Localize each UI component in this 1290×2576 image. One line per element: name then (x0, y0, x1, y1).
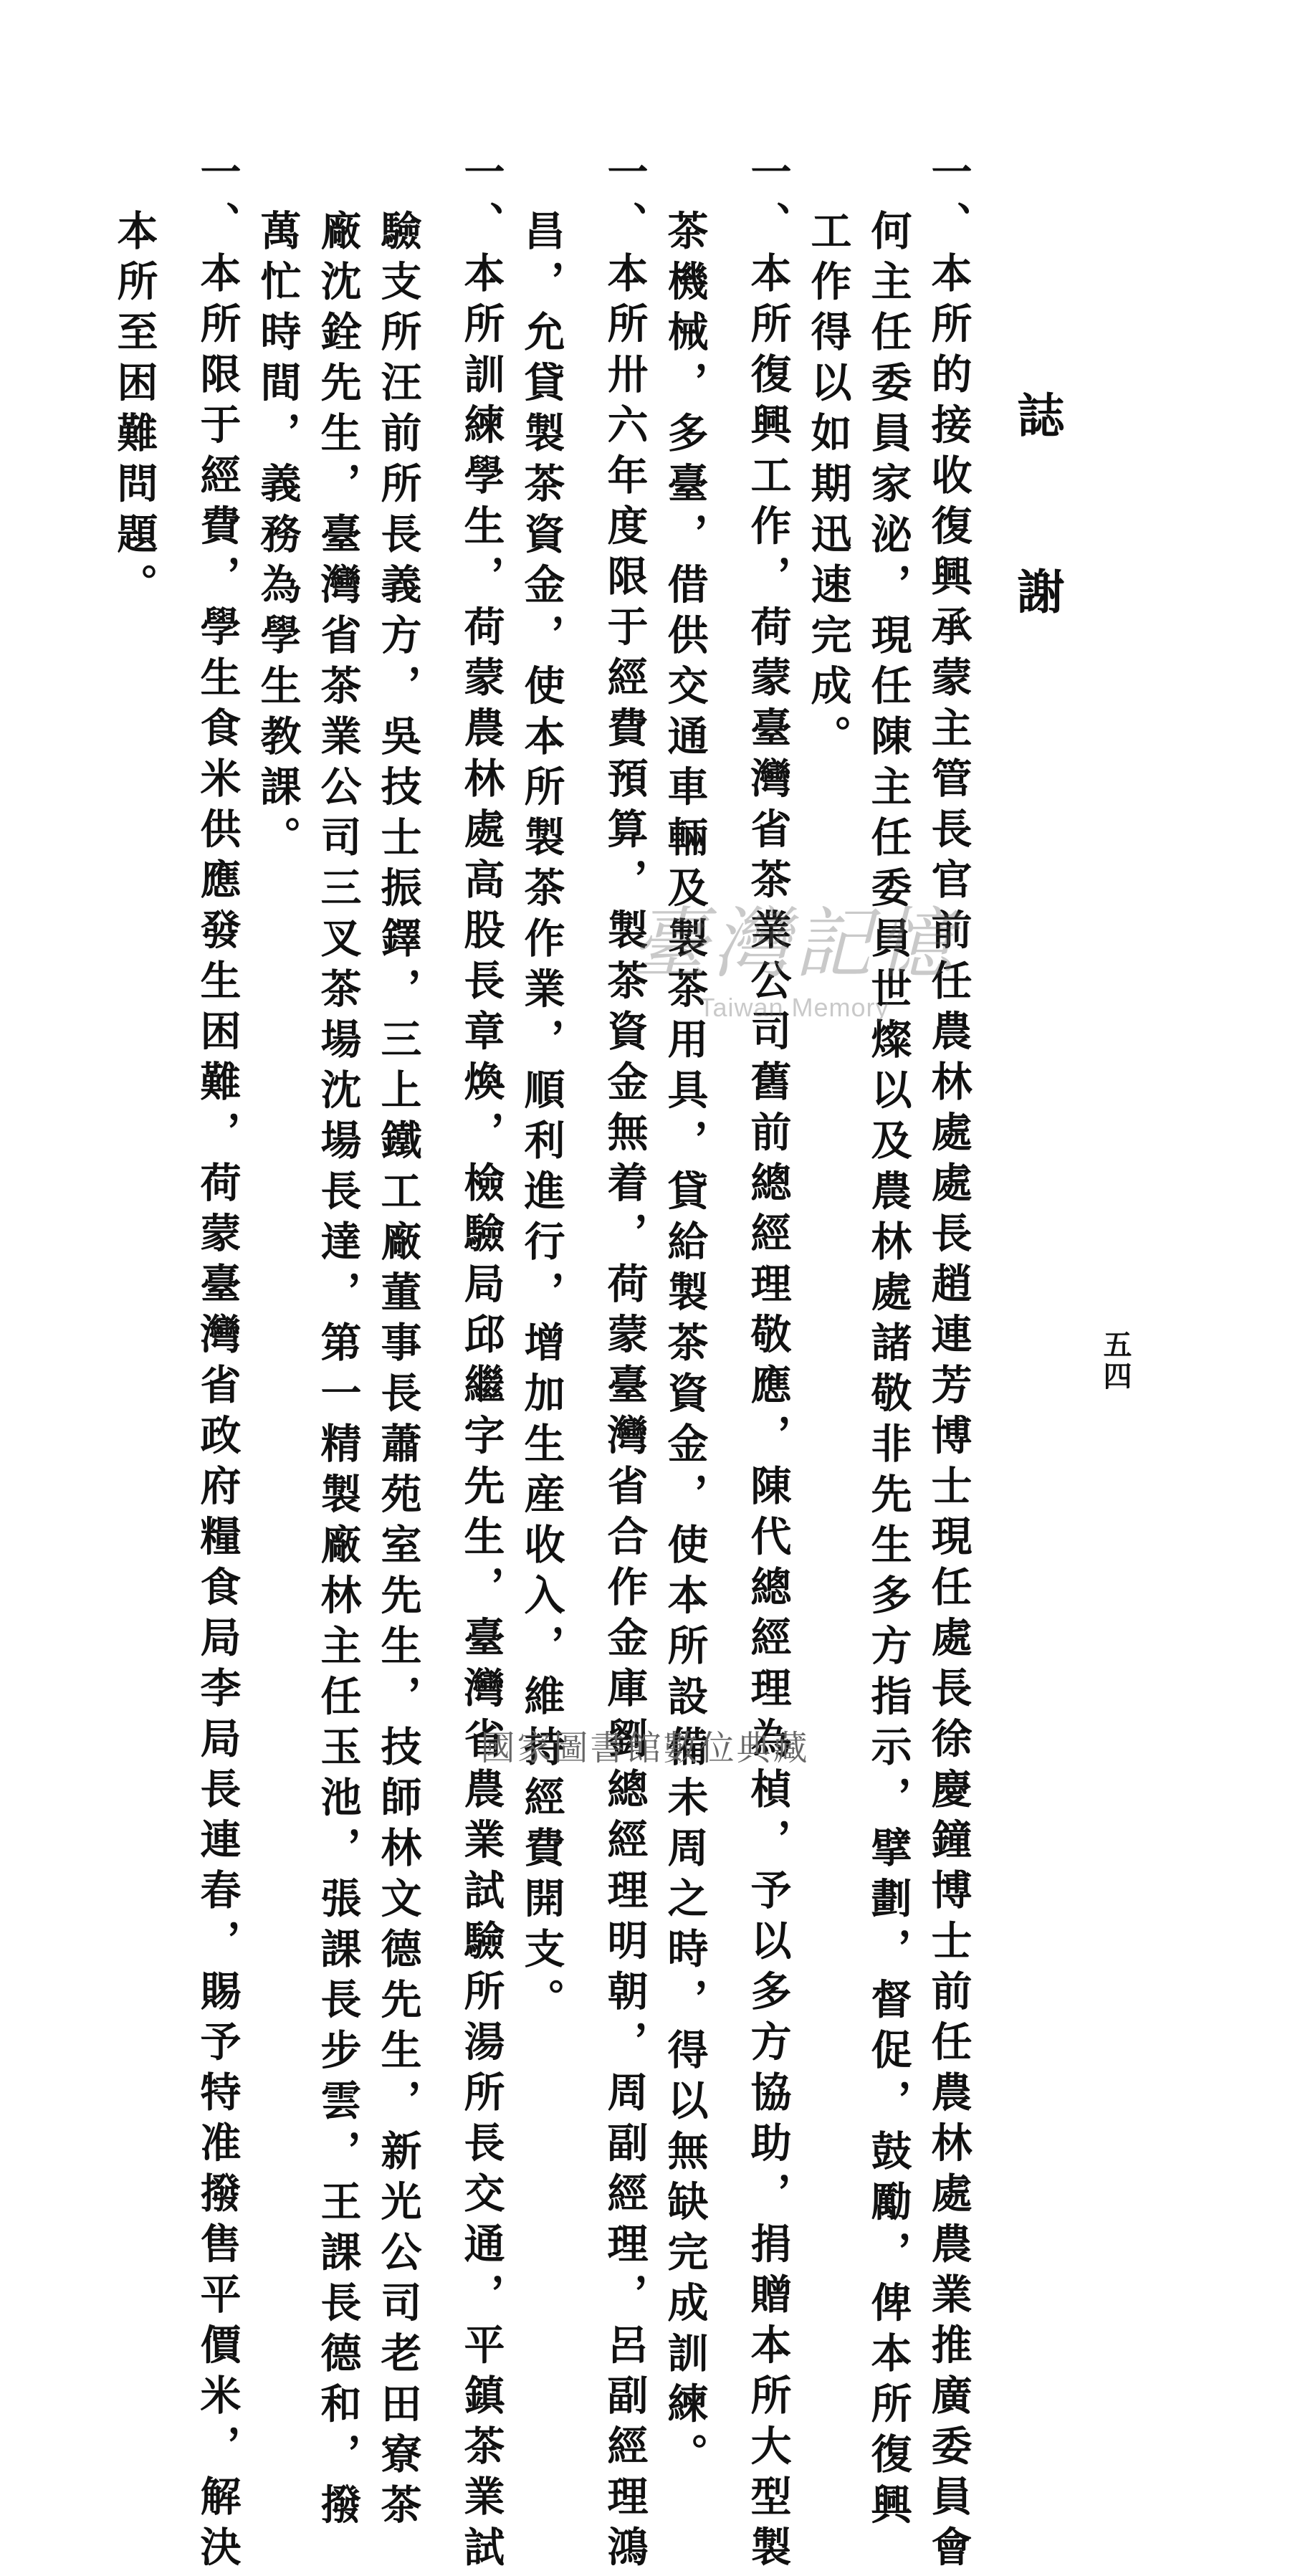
footer-caption: 國家圖書館數位典藏 (480, 1730, 810, 1768)
text-column: 本所至困難問題。 (110, 209, 158, 614)
text-column: 一、本所限于經費，學生食米供應發生困難，荷蒙臺灣省政府糧食局李局長連春，賜予特准撥售平價米，解決 (194, 151, 242, 2576)
text-column: 一、本所的接收復興承蒙主管長官前任農林處處長趙連芳博士現任處長徐慶鐘博士前任農林處農業推廣委員會 (924, 151, 973, 2576)
text-column: 一、本所訓練學生，荷蒙農林處高股長章煥，檢驗局邱繼字先生，臺灣省農業試驗所湯所長交通，平鎮茶業試 (457, 151, 505, 2576)
text-column: 昌，允貸製茶資金，使本所製茶作業，順利進行，增加生産收入，維持經費開支。 (517, 209, 565, 2028)
page-number: 五四 (1099, 1330, 1132, 1393)
text-column: 何主任委員家泌，現任陳主任委員世燦以及農林處諸敬非先生多方指示，擘劃，督促，鼓勵，俾本所復興 (864, 209, 912, 2534)
page-title: 誌謝 (1009, 391, 1065, 743)
text-column: 廠沈銓先生，臺灣省茶業公司三叉茶場沈場長達，第一精製廠林主任玉池，張課長步雲，王課長德和，撥 (314, 209, 362, 2534)
text-column: 一、本所卅六年度限于經費預算，製茶資金無着，荷蒙臺灣省合作金庫劉總經理明朝，周副經理，呂副經理鴻 (601, 151, 649, 2576)
text-column: 一、本所復興工作，荷蒙臺灣省茶業公司舊前總經理敬應，陳代總經理為楨，予以多方協助，捐贈本所大型製 (744, 151, 792, 2576)
text-column: 萬忙時間，義務為學生教課。 (254, 209, 302, 867)
text-column: 茶機械，多臺，借供交通車輛及製茶用具，貸給製茶資金，使本所設備未周之時，得以無缺完成訓練。 (661, 209, 709, 2484)
watermark-logo-text: 臺灣記憶 (631, 900, 958, 989)
text-column: 驗支所汪前所長義方，吳技士振鐸，三上鐵工廠董事長蕭苑室先生，技師林文德先生，新光公司老田寮茶 (374, 209, 422, 2534)
watermark-subtitle: Taiwan Memory (699, 993, 889, 1022)
text-column: 工作得以如期迅速完成。 (804, 209, 852, 765)
